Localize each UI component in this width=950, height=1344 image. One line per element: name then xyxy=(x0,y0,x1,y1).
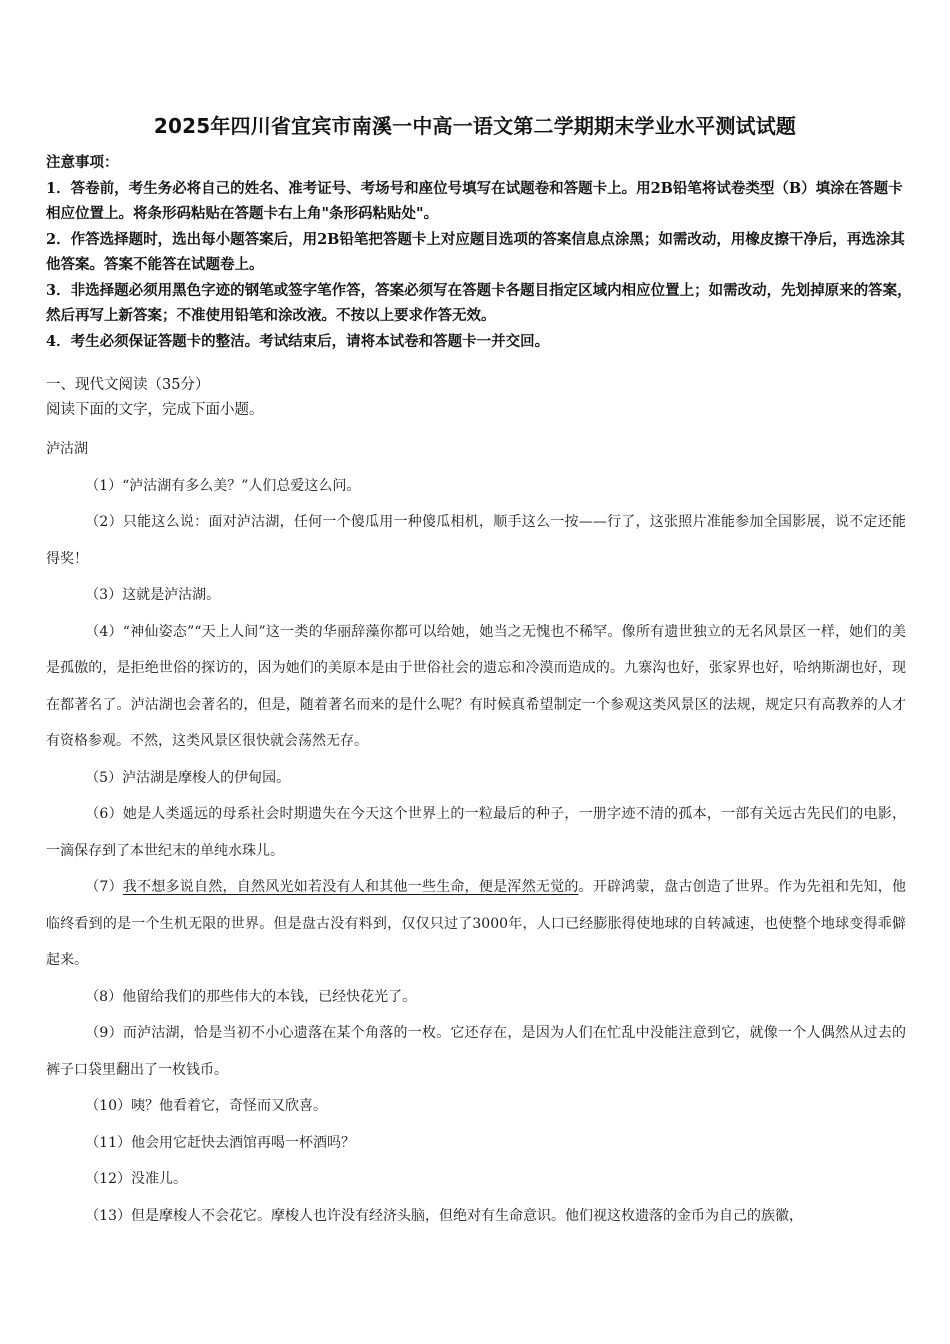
notice-item-4: 4．考生必须保证答题卡的整洁。考试结束后，请将本试卷和答题卡一并交回。 xyxy=(46,332,550,350)
paragraph-7 xyxy=(46,869,906,979)
article-title: 泸沽湖 xyxy=(46,441,88,457)
section-block xyxy=(46,373,916,423)
paragraph-7-number: （7） xyxy=(85,879,123,895)
paragraph-11: （11）他会用它赶快去酒馆再喝一杯酒吗？ xyxy=(85,1134,356,1151)
paragraph-10: （10）咦？他看着它，奇怪而又欣喜。 xyxy=(85,1098,328,1114)
paragraph-12: （12）没准儿。 xyxy=(85,1171,188,1187)
paragraph-13: （13）但是摩梭人不会花它。摩梭人也许没有经济头脑，但绝对有生命意识。他们视这枚遗落的金币为自己的族徽， xyxy=(85,1207,803,1224)
paragraph-8: （8）他留给我们的那些伟大的本钱，已经快花光了。 xyxy=(85,988,417,1005)
underlined-sentence: 我不想多说自然，自然风光如若没有人和其他一些生命，便是浑然无觉的 xyxy=(122,879,579,895)
paragraph-4: （4）“神仙姿态”“天上人间”这一类的华丽辞藻你都可以给她，她当之无愧也不稀罕。像所有遗世独立的无名风景区一样，她们的美是孤傲的，是拒绝世俗的探访的，因为她们的美原本是由于世俗社会的遗忘和冷漠而造成的。九寨沟也好，张家界也好，哈纳斯湖也好，现在都著名了。泸沽湖也会著名的，但是，随着著名而来的是什么呢？有时候真希望制定一个参观这类风景区的法规，规定只有高教养的人才有资格参观。不然，这类风景区很快就会荡然无存。 xyxy=(46,623,906,749)
section-instruction: 阅读下面的文字，完成下面小题。 xyxy=(46,402,264,418)
notice-item-1: 1．答卷前，考生务必将自己的姓名、准考证号、考场号和座位号填写在试题卷和答题卡上。用2B铅笔将试卷类型（B）填涂在答题卡相应位置上。将条形码粘贴在答题卡右上角"条形码粘贴处"。 xyxy=(46,179,903,222)
paragraph-9: （9）而泸沽湖，恰是当初不小心遗落在某个角落的一枚。它还存在，是因为人们在忙乱中没能注意到它，就像一个人偶然从过去的裤子口袋里翻出了一枚钱币。 xyxy=(46,1025,906,1078)
notice-block xyxy=(46,150,916,354)
section-heading: 一、现代文阅读（35分） xyxy=(46,377,210,393)
notice-heading: 注意事项： xyxy=(46,154,119,171)
article-body xyxy=(46,431,906,1234)
paragraph-7-rest: 。开辟鸿蒙，盘古创造了世界。作为先祖和先知，他临终看到的是一个生机无限的世界。但是盘古没有料到，仅仅只过了3000年，人口已经膨胀得使地球的自转减速，也使整个地球变得乖僻起来。 xyxy=(46,879,906,968)
paragraph-3: （3）这就是泸沽湖。 xyxy=(85,587,221,603)
paragraph-6: （6）她是人类遥远的母系社会时期遗失在今天这个世界上的一粒最后的种子，一册字迹不清的孤本，一部有关远古先民们的电影，一滴保存到了本世纪末的单纯水珠儿。 xyxy=(46,806,906,859)
paragraph-1: （1）“泸沽湖有多么美？”人们总爱这么问。 xyxy=(85,477,361,494)
notice-item-3: 3．非选择题必须用黑色字迹的钢笔或签字笔作答，答案必须写在答题卡各题目指定区域内相应位置上；如需改动，先划掉原来的答案，然后再写上新答案；不准使用铅笔和涂改液。不按以上要求作答无效。 xyxy=(46,281,912,324)
paragraph-5: （5）泸沽湖是摩梭人的伊甸园。 xyxy=(85,769,291,786)
paragraph-2: （2）只能这么说：面对泸沽湖，任何一个傻瓜用一种傻瓜相机，顺手这么一按——行了，这张照片准能参加全国影展，说不定还能得奖！ xyxy=(46,514,906,567)
exam-title: 2025年四川省宜宾市南溪一中高一语文第二学期期末学业水平测试试题 xyxy=(153,114,797,138)
notice-item-2: 2．作答选择题时，选出每小题答案后，用2B铅笔把答题卡上对应题目选项的答案信息点涂黑；如需改动，用橡皮擦干净后，再选涂其他答案。答案不能答在试题卷上。 xyxy=(46,230,905,273)
